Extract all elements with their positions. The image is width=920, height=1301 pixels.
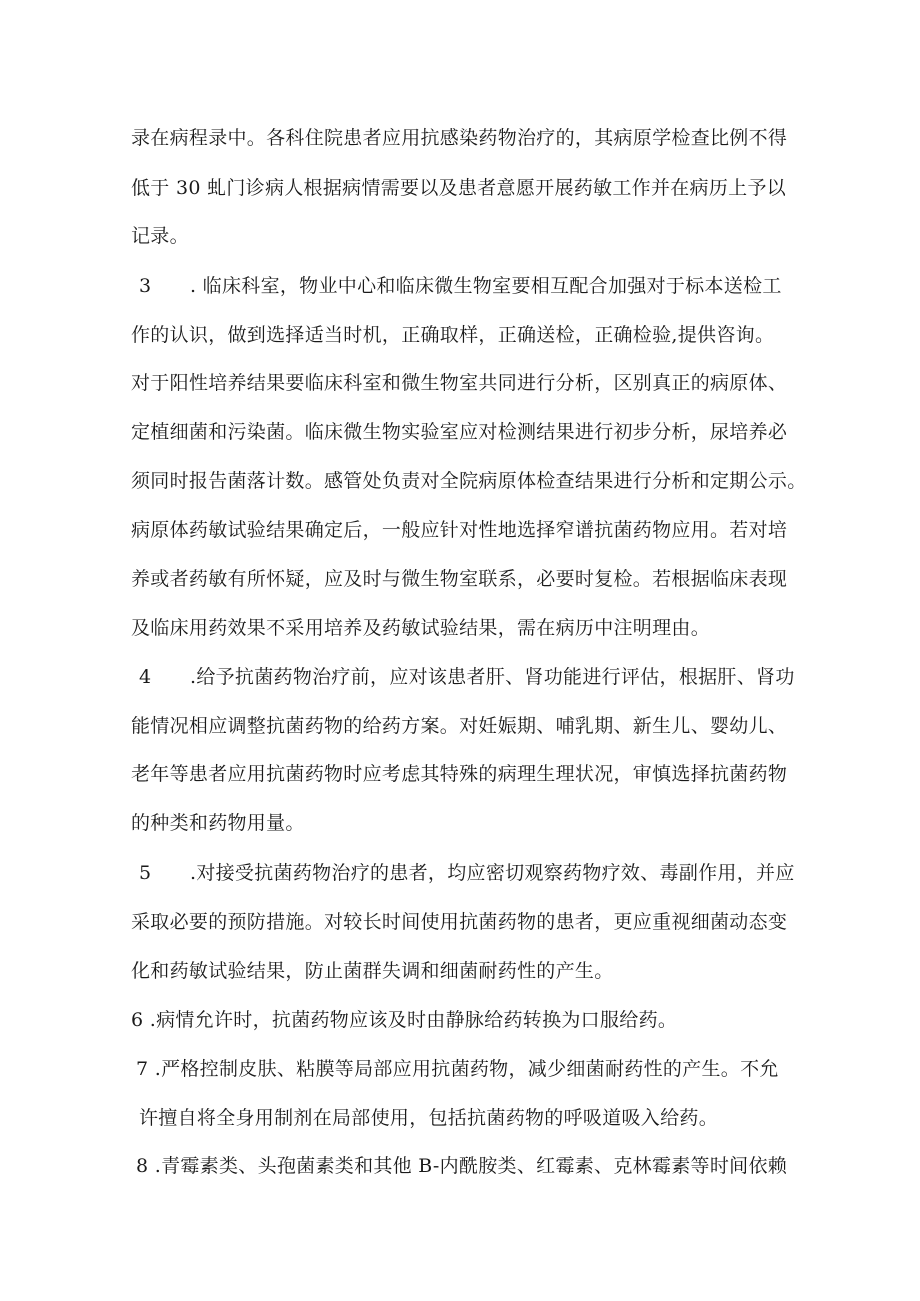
text-line: 须同时报告菌落计数。感管处负责对全院病原体检查结果进行分析和定期公示。: [131, 470, 807, 492]
text-line: 能情况相应调整抗菌药物的给药方案。对妊娠期、哺乳期、新生儿、婴幼儿、: [131, 715, 788, 737]
text-line: 作的认识，做到选择适当时机，正确取样，正确送检，正确检验,提供咨询。: [131, 324, 775, 346]
text-line: 采取必要的预防措施。对较长时间使用抗菌药物的患者，更应重视细菌动态变: [131, 911, 788, 933]
text-line: 老年等患者应用抗菌药物时应考虑其特殊的病理生理状况，审慎选择抗菌药物: [131, 763, 788, 785]
text-line: 化和药敏试验结果，防止菌群失调和细菌耐药性的产生。: [131, 960, 614, 982]
text-line: 的种类和药物用量。: [131, 812, 305, 834]
text-line: 5 .对接受抗菌药物治疗的患者，均应密切观察药物疗效、毒副作用，并应: [139, 862, 795, 884]
text-line: 3 . 临床科室，物业中心和临床微生物室要相互配合加强对于标本送检工: [139, 275, 782, 297]
text-line: 6 .病情允许时，抗菌药物应该及时由静脉给药转换为口服给药。: [131, 1009, 678, 1031]
text-line: 8 .青霉素类、头孢菌素类和其他 B-内酰胺类、红霉素、克林霉素等时间依赖: [136, 1155, 788, 1177]
text-line: 7 .严格控制皮肤、粘膜等局部应用抗菌药物，减少细菌耐药性的产生。不允: [136, 1058, 779, 1080]
text-line: 许擅自将全身用制剂在局部使用，包括抗菌药物的呼吸道吸入给药。: [139, 1107, 719, 1129]
text-line: 及临床用药效果不采用培养及药敏试验结果，需在病历中注明理由。: [131, 617, 711, 639]
text-line: 4 .给予抗菌药物治疗前，应对该患者肝、肾功能进行评估，根据肝、肾功: [139, 666, 795, 688]
text-line: 低于 30 虬门诊病人根据病情需要以及患者意愿开展药敏工作并在病历上予以: [131, 177, 787, 199]
text-line: 录在病程录中。各科住院患者应用抗感染药物治疗的，其病原学检查比例不得: [131, 127, 788, 149]
text-line: 病原体药敏试验结果确定后，一般应针对性地选择窄谱抗菌药物应用。若对培: [131, 519, 788, 541]
text-line: 定植细菌和污染菌。临床微生物实验室应对检测结果进行初步分析，尿培养必: [131, 421, 788, 443]
text-line: 养或者药敏有所怀疑，应及时与微生物室联系，必要时复检。若根据临床表现: [131, 568, 788, 590]
text-line: 记录。: [131, 225, 189, 247]
text-line: 对于阳性培养结果要临床科室和微生物室共同进行分析，区别真正的病原体、: [131, 372, 788, 394]
